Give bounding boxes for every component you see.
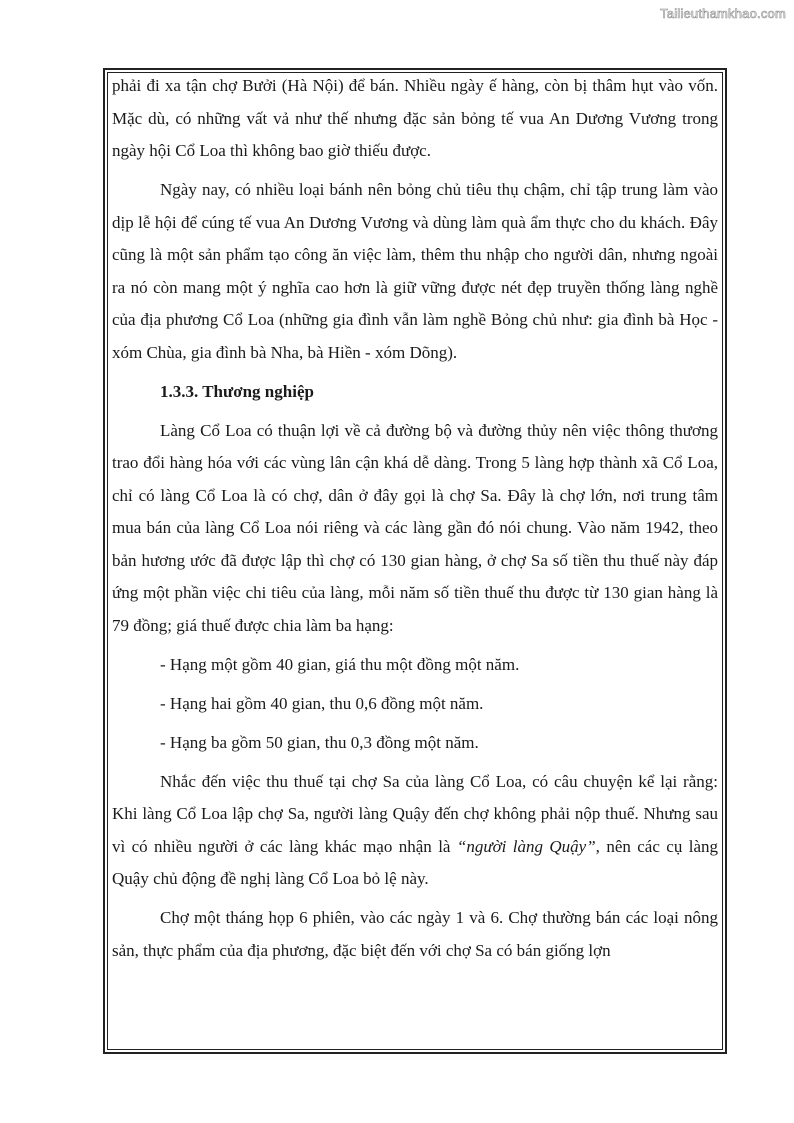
- paragraph-market-sessions: Chợ một tháng họp 6 phiên, vào các ngày 1 và 6. Chợ thường bán các loại nông sản, thực phẩm của địa phương, đặc biệt đến với chợ Sa có bán giống lợn: [112, 908, 718, 960]
- list-item: - Hạng ba gồm 50 gian, thu 0,3 đồng một năm.: [160, 732, 479, 752]
- tax-story-quote: “người làng Quậy”: [456, 836, 596, 856]
- section-heading: 1.3.3. Thương nghiệp: [160, 381, 314, 401]
- paragraph-market-intro: Làng Cổ Loa có thuận lợi về cả đường bộ và đường thủy nên việc thông thương trao đổi hàng hóa với các vùng lân cận khá dễ dàng. Trong 5 làng hợp thành xã Cổ Loa, chỉ có làng Cổ Loa là có chợ, dân ở đây gọi là chợ Sa. Đây là chợ lớn, nơi trung tâm mua bán của làng Cổ Loa nói riêng và các làng gần đó nói chung. Vào năm 1942, theo bản hương ước đã được lập thì chợ có 130 gian hàng, ở chợ Sa số tiền thu thuế này đáp ứng một phần việc chi tiêu của làng, mỗi năm số tiền thuế thu được từ 130 gian hàng là 79 đồng; giá thuế được chia làm ba hạng:: [112, 420, 718, 635]
- list-item: - Hạng một gồm 40 gian, giá thu một đồng một năm.: [160, 654, 520, 674]
- tax-story-text-start: Nhắc đến việc thu thuế tại chợ Sa của làng Cổ Loa, có câu chuyện kể lại rằng: Khi làng Cổ Loa lập chợ Sa, người làng Quậy đến chợ không phải nộp thuế. Nhưng sau vì có nhiều người ở các làng khác mạo nhận là: [112, 771, 718, 856]
- paragraph-bong-chu: Ngày nay, có nhiều loại bánh nên bỏng chủ tiêu thụ chậm, chỉ tập trung làm vào dịp lễ hội để cúng tế vua An Dương Vương và dùng làm quà ẩm thực cho du khách. Đây cũng là một sản phẩm tạo công ăn việc làm, thêm thu nhập cho người dân, nhưng ngoài ra nó còn mang một ý nghĩa cao hơn là giữ vững được nét đẹp truyền thống làng nghề của địa phương Cổ Loa (những gia đình vẫn làm nghề Bỏng chủ như: gia đình bà Học - xóm Chùa, gia đình bà Nha, bà Hiền - xóm Dõng).: [112, 180, 718, 362]
- tax-story-text-end: , nên các cụ làng Quậy chủ động đề nghị làng Cổ Loa bỏ lệ này.: [112, 836, 718, 888]
- document-body: [112, 70, 718, 974]
- paragraph-tax-story: [112, 766, 718, 896]
- paragraph-continuation: phải đi xa tận chợ Bưởi (Hà Nội) để bán. Nhiều ngày ế hàng, còn bị thâm hụt vào vốn. Mặc dù, có những vất vả như thế nhưng đặc sản bỏng tế vua An Dương Vương trong ngày hội Cổ Loa thì không bao giờ thiếu được.: [112, 76, 718, 160]
- watermark-text: Tailieuthamkhao.com: [660, 6, 786, 21]
- list-item: - Hạng hai gồm 40 gian, thu 0,6 đồng một năm.: [160, 693, 484, 713]
